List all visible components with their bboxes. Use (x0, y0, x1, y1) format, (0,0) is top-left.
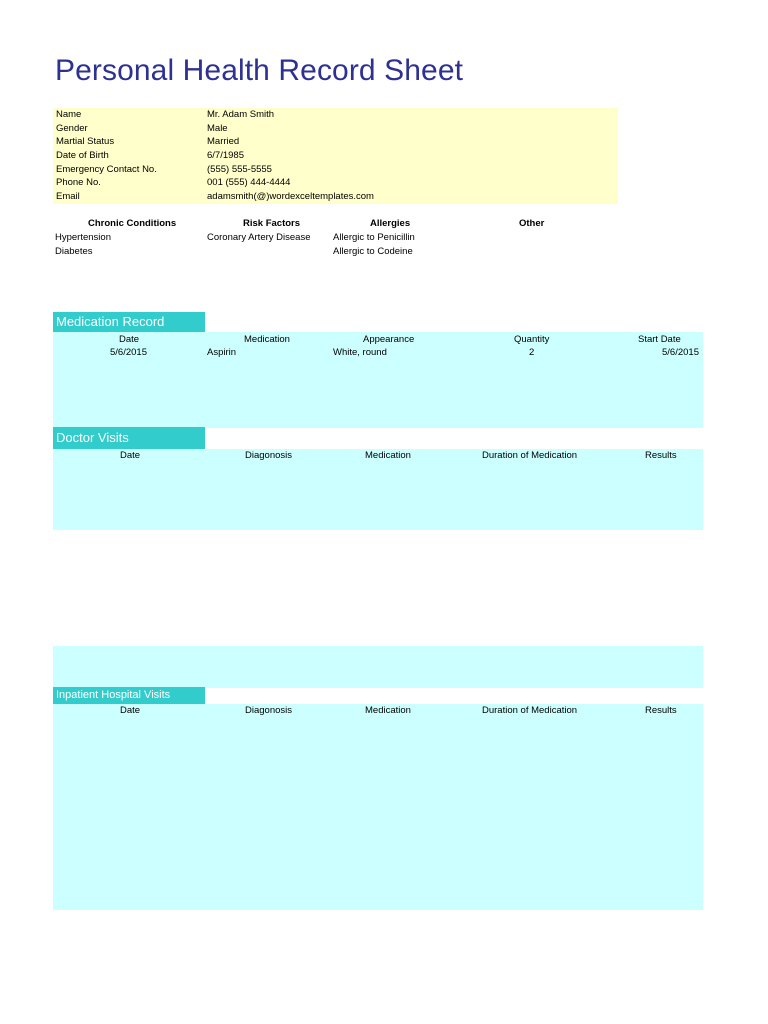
blank-band (53, 646, 703, 688)
info-row-email (53, 190, 618, 204)
chronic-condition-item[interactable]: Hypertension (55, 232, 111, 243)
info-row-gender (53, 122, 618, 136)
date-of-birth-value[interactable]: 6/7/1985 (207, 149, 244, 161)
inpatient-visits-tab: Inpatient Hospital Visits (53, 687, 205, 704)
page-title: Personal Health Record Sheet (55, 54, 464, 87)
allergy-item[interactable]: Allergic to Penicillin (333, 232, 415, 243)
inpatient-visits-band (53, 704, 703, 910)
med-quantity-header: Quantity (514, 334, 550, 345)
gender-label: Gender (56, 122, 88, 134)
med-appearance-header: Appearance (363, 334, 415, 345)
marital-status-value[interactable]: Married (207, 136, 240, 147)
info-row-emergency-contact (53, 163, 618, 177)
phone-label: Phone No. (56, 177, 101, 188)
inp-diagnosis-header: Diagonosis (245, 705, 292, 716)
doctor-visits-tab: Doctor Visits (53, 427, 205, 449)
info-row-name (53, 108, 618, 122)
inp-date-header: Date (120, 705, 141, 716)
gender-value[interactable]: Male (207, 122, 228, 134)
risk-factors-header: Risk Factors (243, 218, 301, 229)
med-date-header: Date (119, 334, 140, 345)
email-label: Email (56, 190, 80, 202)
med-start-date-cell[interactable]: 5/6/2015 (662, 347, 699, 358)
medication-record-tab: Medication Record (53, 312, 205, 332)
inp-results-header: Results (645, 705, 677, 716)
chronic-conditions-header: Chronic Conditions (88, 218, 177, 229)
med-appearance-cell[interactable]: White, round (333, 347, 387, 358)
date-of-birth-label: Date of Birth (56, 149, 109, 161)
med-date-cell[interactable]: 5/6/2015 (110, 347, 147, 358)
med-start-date-header: Start Date (638, 334, 681, 345)
risk-factor-item[interactable]: Coronary Artery Disease (207, 232, 311, 243)
doc-date-header: Date (120, 450, 141, 461)
med-quantity-cell[interactable]: 2 (529, 347, 535, 358)
inp-duration-header: Duration of Medication (482, 705, 578, 716)
email-value[interactable]: adamsmith(@)wordexceltemplates.com (207, 190, 374, 202)
marital-status-label: Martial Status (56, 136, 115, 147)
allergies-header: Allergies (370, 218, 411, 229)
personal-info-block (53, 108, 618, 204)
emergency-contact-value[interactable]: (555) 555-5555 (207, 163, 272, 175)
med-medication-cell[interactable]: Aspirin (207, 347, 237, 358)
info-row-date-of-birth (53, 149, 618, 163)
phone-value[interactable]: 001 (555) 444-4444 (207, 177, 291, 188)
doc-diagnosis-header: Diagonosis (245, 450, 292, 461)
med-medication-header: Medication (244, 334, 290, 345)
name-value[interactable]: Mr. Adam Smith (207, 109, 275, 120)
doc-medication-header: Medication (365, 450, 411, 461)
emergency-contact-label: Emergency Contact No. (56, 163, 157, 175)
info-row-marital-status (53, 135, 618, 149)
chronic-condition-item[interactable]: Diabetes (55, 246, 93, 257)
allergy-item[interactable]: Allergic to Codeine (333, 246, 413, 257)
other-header: Other (519, 218, 545, 229)
doc-duration-header: Duration of Medication (482, 450, 578, 461)
inp-medication-header: Medication (365, 705, 411, 716)
info-row-phone (53, 176, 618, 190)
name-label: Name (56, 109, 82, 120)
doc-results-header: Results (645, 450, 677, 461)
